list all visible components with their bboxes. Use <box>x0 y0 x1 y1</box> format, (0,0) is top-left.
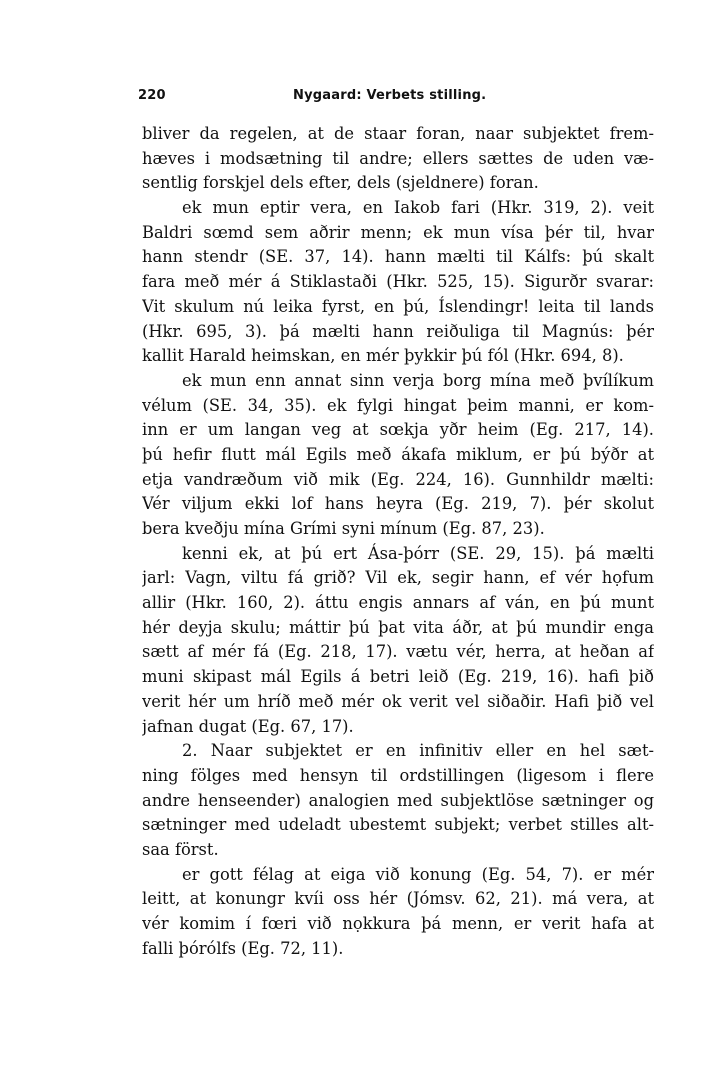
text-line: leitt, at konungr kvíi oss hér (Jómsv. 62, 21). má vera, at <box>142 889 654 909</box>
page-number: 220 <box>138 88 166 103</box>
text-line: fara með mér á Stiklastaði (Hkr. 525, 15). Sigurðr svarar: <box>142 272 654 292</box>
text-line: hæves i modsætning til andre; ellers sættes de uden væ- <box>142 148 654 168</box>
text-line: sætt af mér fá (Eg. 218, 17). vætu vér, herra, at heðan af <box>142 642 654 662</box>
text-line: (Hkr. 695, 3). þá mælti hann reiðuliga til Magnús: þér <box>142 321 654 341</box>
text-line: hann stendr (SE. 37, 14). hann mælti til Kálfs: þú skalt <box>142 247 654 267</box>
text-line: andre henseender) analogien med subjektlöse sætninger og <box>142 790 654 810</box>
page-header <box>138 88 653 110</box>
running-title: Nygaard: Verbets stilling. <box>293 88 487 103</box>
text-line: vér komim í fœri við nọkkura þá menn, er verit hafa at <box>142 914 654 933</box>
text-line: ek mun enn annat sinn verja borg mína með þvílíkum <box>182 370 654 390</box>
text-line: vélum (SE. 34, 35). ek fylgi hingat þeim manni, er kom- <box>142 395 654 415</box>
text-line: allir (Hkr. 160, 2). áttu engis annars af ván, en þú munt <box>142 593 654 613</box>
text-line: 2. Naar subjektet er en infinitiv eller en hel sæt- <box>182 741 654 761</box>
text-line: ek mun eptir vera, en Iakob fari (Hkr. 319, 2). veit <box>182 198 654 218</box>
text-line: bera kveðju mína Grími syni mínum (Eg. 87, 23). <box>142 519 545 538</box>
text-line: inn er um langan veg at sœkja yðr heim (Eg. 217, 14). <box>142 420 654 440</box>
text-line: etja vandræðum við mik (Eg. 224, 16). Gunnhildr mælti: <box>142 469 654 489</box>
body-text <box>142 122 654 961</box>
text-line: Vit skulum nú leika fyrst, en þú, Íslendingr! leita til lands <box>142 296 654 316</box>
text-line: hér deyja skulu; máttir þú þat vita áðr, at þú mundir enga <box>142 617 654 637</box>
text-line: ning fölges med hensyn til ordstillingen (ligesom i flere <box>142 765 654 785</box>
text-line: sentlig forskjel dels efter, dels (sjeldnere) foran. <box>142 173 539 193</box>
text-line: bliver da regelen, at de staar foran, naar subjektet frem- <box>142 124 654 143</box>
text-line: sætninger med udeladt ubestemt subjekt; verbet stilles alt- <box>142 815 654 835</box>
text-line: kallit Harald heimskan, en mér þykkir þú fól (Hkr. 694, 8). <box>142 346 624 366</box>
text-line: þú hefir flutt mál Egils með ákafa miklum, er þú býðr at <box>142 444 654 464</box>
text-line: kenni ek, at þú ert Ása-þórr (SE. 29, 15). þá mælti <box>182 543 654 563</box>
text-line: saa först. <box>142 839 219 859</box>
text-line: jafnan dugat (Eg. 67, 17). <box>142 716 354 736</box>
text-line: Baldri sœmd sem aðrir menn; ek mun vísa þér til, hvar <box>142 222 654 242</box>
text-line: er gott félag at eiga við konung (Eg. 54, 7). er mér <box>182 864 654 884</box>
text-line: jarl: Vagn, viltu fá grið? Vil ek, segir hann, ef vér họfum <box>142 568 654 588</box>
text-line: Vér viljum ekki lof hans heyra (Eg. 219, 7). þér skolut <box>142 494 654 514</box>
text-line: verit hér um hríð með mér ok verit vel siðaðir. Hafi þið vel <box>142 691 654 711</box>
text-line: muni skipast mál Egils á betri leið (Eg. 219, 16). hafi þið <box>142 667 654 687</box>
text-line: falli þórólfs (Eg. 72, 11). <box>142 938 344 958</box>
